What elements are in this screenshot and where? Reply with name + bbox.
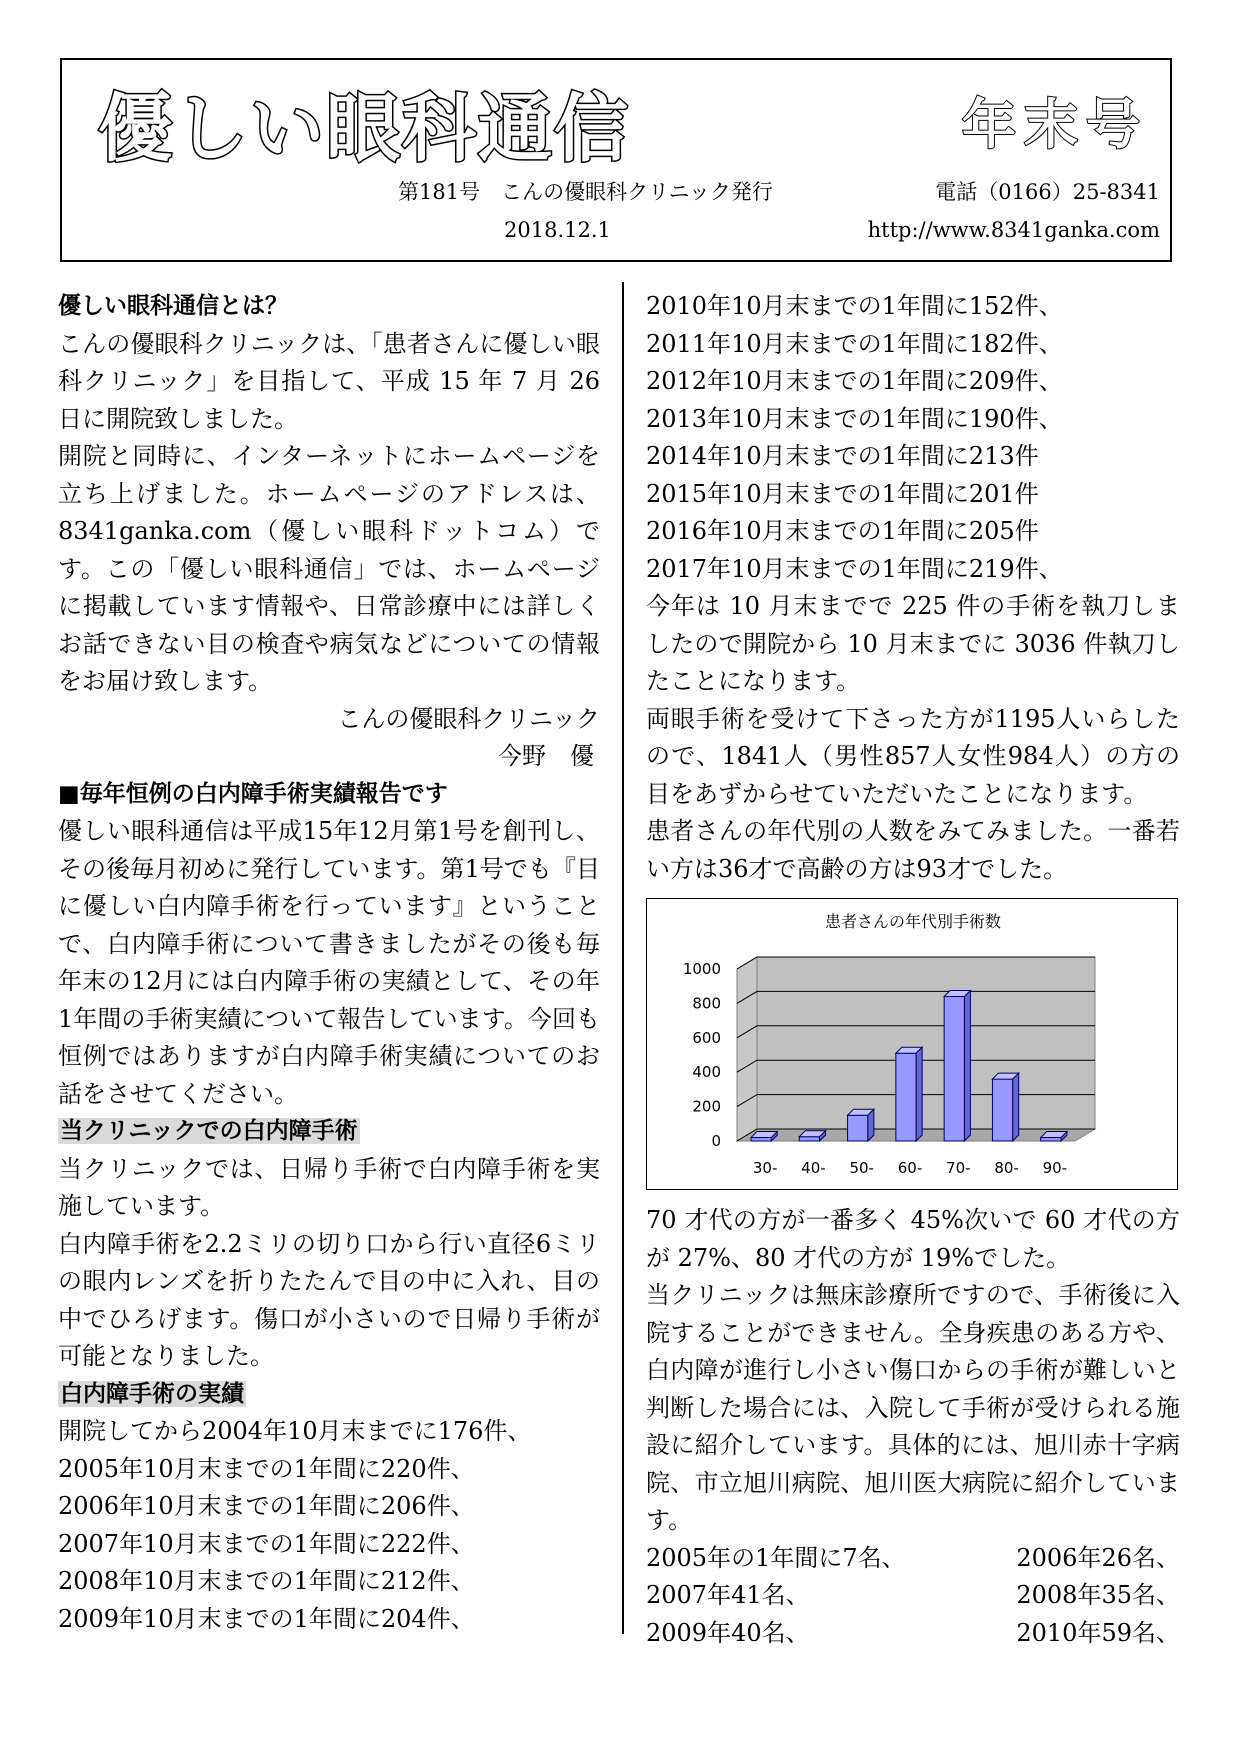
bar: [992, 1079, 1012, 1141]
website-url[interactable]: http://www.8341ganka.com: [867, 218, 1160, 242]
y-tick-label: 800: [692, 994, 721, 1013]
issue-number: 第181号 こんの優眼科クリニック発行: [398, 180, 773, 204]
intro-heading: 優しい眼科通信とは？: [58, 293, 288, 319]
intro-paragraph: 開院と同時に、インターネットにホームページを立ち上げました。ホームページのアドレスは、8341ganka.com（優しい眼科ドットコム）です。この「優しい眼科通信」では、ホームページに掲載しています情報や、日常診療中には詳しくお話できない目の検査や病気などについての情報をお届け致します。: [58, 442, 600, 695]
results-line: 2008年10月末までの1年間に212件、: [58, 1567, 475, 1595]
left-column: [58, 288, 600, 1638]
referral-entry: 2007年41名、: [646, 1581, 810, 1609]
right-column: [646, 288, 1180, 1652]
surgery-paragraph: 白内障手術を2.2ミリの切り口から行い直径6ミリの眼内レンズを折りたたんで目の中に入れ、目の中でひろげます。傷口が小さいので日帰り手術が可能となりました。: [58, 1229, 600, 1370]
age-paragraph: 患者さんの年代別の人数をみてみました。一番若い方は36才で高齢の方は93才でした。: [646, 817, 1180, 883]
results-line: 2015年10月末までの1年間に201件: [646, 479, 1039, 508]
x-tick-label: 30-: [752, 1159, 778, 1177]
hospital-paragraph: 当クリニックは無床診療所ですので、手術後に入院することができません。全身疾患のある方や、白内障が進行し小さい傷口からの手術が難しいと判断した場合には、入院して手術が受けられる施設に紹介しています。具体的には、旭川赤十字病院、市立旭川病院、旭川医大病院に紹介しています。: [646, 1281, 1180, 1534]
bar: [1041, 1138, 1061, 1141]
bar-side: [916, 1047, 922, 1141]
referral-entry: 2006年26名、: [1016, 1543, 1180, 1572]
results-line: 2016年10月末までの1年間に205件: [646, 517, 1039, 545]
issue-label: 年末号: [962, 93, 1148, 156]
column-divider: [622, 282, 624, 1634]
referral-entry: 2009年40名、: [646, 1618, 810, 1647]
results-line: 2017年10月末までの1年間に219件、: [646, 554, 1063, 583]
signature-clinic: こんの優眼科クリニック: [337, 704, 600, 733]
x-tick-label: 80-: [994, 1159, 1019, 1177]
results-line: 2009年10月末までの1年間に204件、: [58, 1604, 475, 1633]
results-line: 2014年10月末までの1年間に213件: [646, 442, 1039, 470]
bar: [848, 1115, 868, 1141]
bar: [799, 1137, 819, 1141]
masthead: [60, 58, 1172, 262]
referral-entry: 2008年35名、: [1016, 1581, 1180, 1609]
results-line: 2010年10月末までの1年間に152件、: [646, 292, 1063, 320]
issue-date: 2018.12.1: [504, 218, 611, 242]
referral-row: [646, 1615, 1180, 1653]
bar-side: [868, 1109, 874, 1141]
y-tick-label: 600: [692, 1028, 721, 1047]
bar: [751, 1138, 771, 1141]
referral-entry: 2010年59名、: [1016, 1618, 1180, 1647]
x-tick-label: 90-: [1042, 1159, 1068, 1177]
chart-back-wall: [757, 957, 1095, 1129]
bar: [944, 997, 964, 1141]
y-tick-label: 200: [692, 1097, 721, 1116]
percentage-paragraph: 70 才代の方が一番多く 45%次いで 60 才代の方が 27%、80 才代の方が 19%でした。: [646, 1206, 1180, 1272]
x-tick-label: 60-: [897, 1159, 923, 1177]
referral-row: [646, 1577, 1180, 1615]
x-tick-label: 50-: [849, 1159, 874, 1177]
results-line: 2012年10月末までの1年間に209件、: [646, 367, 1063, 395]
x-tick-label: 70-: [946, 1159, 971, 1177]
surgery-paragraph: 当クリニックでは、日帰り手術で白内障手術を実施しています。: [58, 1154, 600, 1220]
y-tick-label: 0: [711, 1132, 721, 1150]
results-line: 2007年10月末までの1年間に222件、: [58, 1529, 475, 1558]
results-heading: 白内障手術の実績: [60, 1380, 244, 1407]
phone-number: 電話（0166）25-8341: [935, 180, 1160, 204]
bar: [896, 1053, 916, 1141]
signature-name: 今野 優: [498, 742, 594, 770]
age-bar-chart: [646, 898, 1178, 1190]
results-line: 2013年10月末までの1年間に190件、: [646, 404, 1063, 433]
newsletter-title: 優しい眼科通信: [98, 86, 630, 172]
total-paragraph: 今年は 10 月末までで 225 件の手術を執刀しましたので開院から 10 月末までに 3036 件執刀したことになります。: [646, 592, 1180, 695]
bar-side: [1013, 1073, 1019, 1141]
referral-entry: 2005年の1年間に7名、: [646, 1543, 906, 1572]
chart-canvas: [647, 899, 1179, 1191]
bar-side: [964, 991, 970, 1141]
report-heading: ■毎年恒例の白内障手術実績報告です: [58, 780, 448, 807]
intro-paragraph: こんの優眼科クリニックは、「患者さんに優しい眼科クリニック」を目指して、平成 15 年 7 月 26日に開院致しました。: [58, 329, 600, 433]
report-paragraph: 優しい眼科通信は平成15年12月第1号を創刊し、その後毎月初めに発行しています。第1号でも『目に優しい白内障手術を行っています』ということで、白内障手術について書きましたがその後も毎年末の12月には白内障手術の実績として、その年1年間の手術実績について報告しています。今回も恒例ではありますが白内障手術実績についてのお話をさせてください。: [58, 817, 600, 1108]
results-line: 2005年10月末までの1年間に220件、: [58, 1454, 475, 1483]
chart-side-wall: [737, 957, 757, 1141]
both-eyes-paragraph: 両眼手術を受けて下さった方が1195人いらしたので、1841人（男性857人女性984人）の方の目をあずからせていただいたことになります。: [646, 704, 1180, 808]
x-tick-label: 40-: [801, 1159, 826, 1177]
results-line: 2006年10月末までの1年間に206件、: [58, 1492, 475, 1520]
results-line: 開院してから2004年10月末までに176件、: [58, 1417, 532, 1445]
y-tick-label: 1000: [682, 960, 721, 978]
y-tick-label: 400: [692, 1063, 721, 1082]
surgery-heading: 当クリニックでの白内障手術: [60, 1118, 358, 1144]
referral-row: [646, 1540, 1180, 1578]
chart-title: 患者さんの年代別手術数: [824, 912, 1002, 931]
results-line: 2011年10月末までの1年間に182件、: [646, 329, 1063, 358]
